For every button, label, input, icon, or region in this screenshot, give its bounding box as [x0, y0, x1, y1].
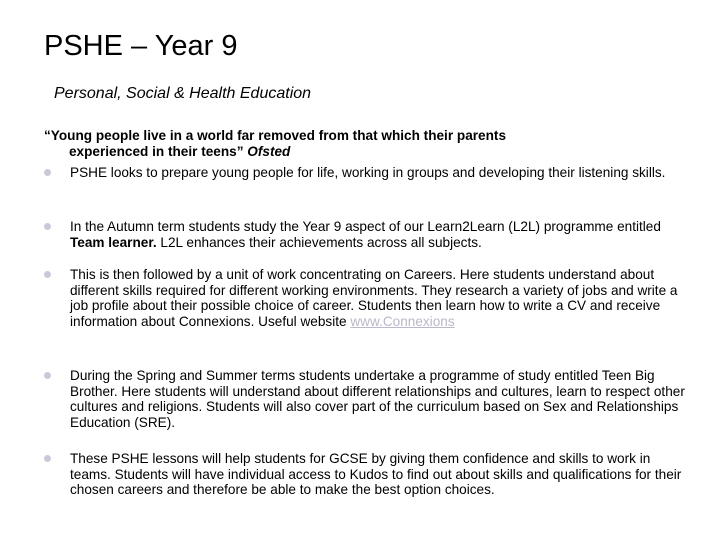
- quote: [44, 128, 684, 159]
- bullet-text-bold: Team learner.: [70, 234, 157, 250]
- bullet-icon: [44, 169, 51, 176]
- bullet-text: This is then followed by a unit of work concentrating on Careers. Here students understand about different skills required for different working environments. They research a variety of jobs and write a job profile about their possible choice of career. Students then learn how to write a CV and receive information about Connexions. Useful website: [70, 267, 678, 329]
- quote-line-1: “Young people live in a world far removed from that which their parents: [44, 128, 507, 143]
- quote-source: Ofsted: [247, 143, 291, 159]
- bullet-text-before: In the Autumn term students study the Year 9 aspect of our Learn2Learn (L2L) programme entitled: [70, 219, 661, 234]
- bullet-icon: [44, 372, 51, 379]
- slide-subtitle: Personal, Social & Health Education: [54, 85, 312, 102]
- bullet-item-careers: [70, 267, 690, 329]
- bullet-icon: [44, 223, 51, 230]
- bullet-text: PSHE looks to prepare young people for life, working in groups and developing their listening skills.: [70, 165, 666, 180]
- quote-line-2-text: experienced in their teens”: [69, 143, 248, 159]
- bullet-icon: [44, 455, 51, 462]
- bullet-item-autumn: [70, 219, 690, 250]
- bullet-item-spring-summer: [70, 368, 690, 430]
- bullet-item-prepare: [70, 165, 690, 181]
- bullet-icon: [44, 271, 51, 278]
- bullet-text: During the Spring and Summer terms students undertake a programme of study entitled Teen Big Brother. Here students will understand about different relationships and cultures, learn to respect other cultures and religions. Students will also cover part of the curriculum based on Sex and Relationships Education (SRE).: [70, 368, 685, 430]
- slide-title: PSHE – Year 9: [44, 30, 238, 62]
- quote-line-2: [44, 144, 684, 160]
- bullet-text-after: L2L enhances their achievements across all subjects.: [156, 234, 482, 250]
- connexions-link[interactable]: www.Connexions: [350, 313, 455, 329]
- bullet-item-gcse: [70, 451, 690, 498]
- bullet-text: These PSHE lessons will help students for GCSE by giving them confidence and skills to work in teams. Students will have individual access to Kudos to find out about skills and qualifications for their chosen careers and therefore be able to make the best option choices.: [70, 451, 682, 498]
